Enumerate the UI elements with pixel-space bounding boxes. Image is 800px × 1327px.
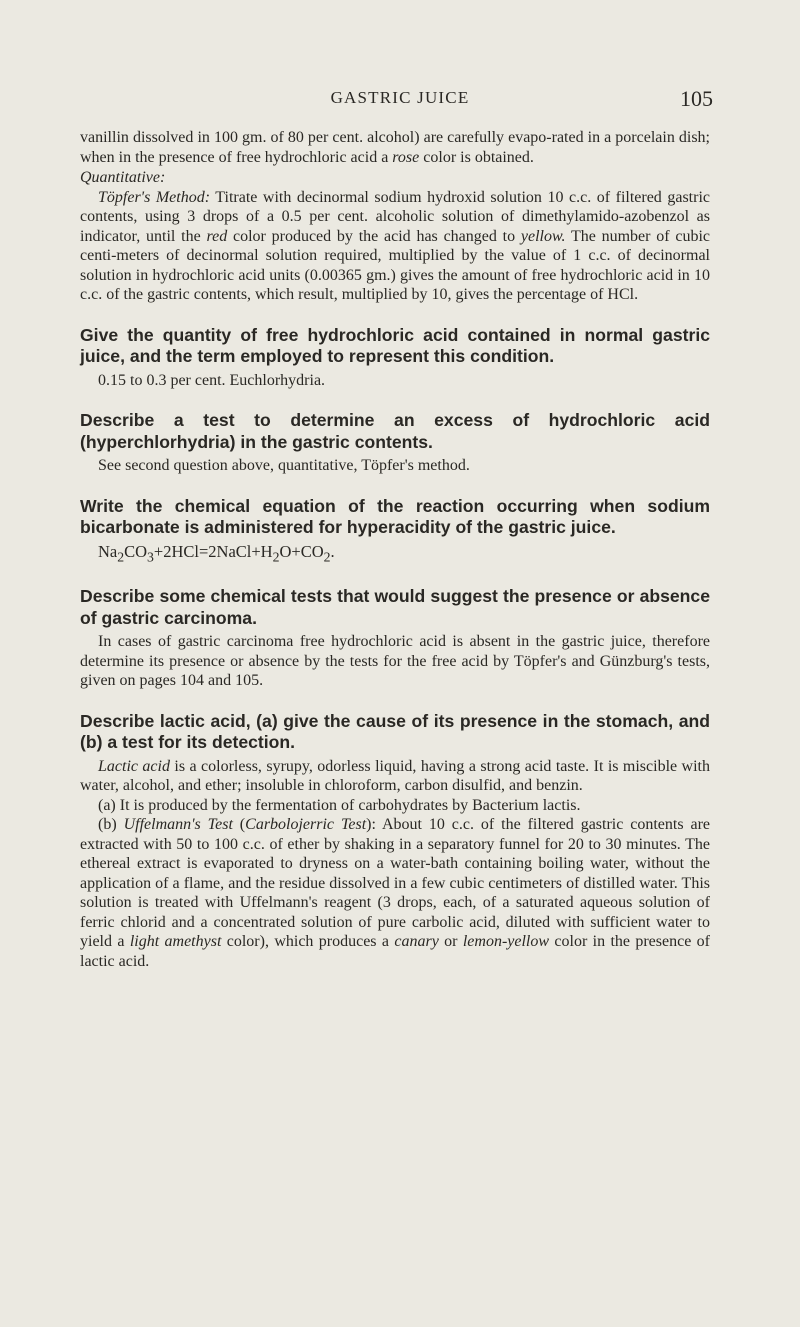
intro-paragraph: vanillin dissolved in 100 gm. of 80 per cent. alcohol) are carefully evapo-rated in a porcelain dish; when in the presence of free hydrochloric acid a rose color is obtained.	[80, 129, 710, 166]
answer-2: See second question above, quantitative, Töpfer's method.	[98, 457, 470, 474]
answer-1: 0.15 to 0.3 per cent. Euchlorhydria.	[98, 371, 326, 389]
topfer-method-paragraph: Töpfer's Method: Titrate with decinormal sodium hydroxid solution 10 c.c. of filtered gastric contents, using 3 drops of a 0.5 per cent. alcoholic solution of dimethylamido-azobenzol as indicator, until the red color produced by the acid has changed to yellow. The number of cubic centi-meters of decinormal solution required, multiplied by the value of 1 c.c. of decinormal solution in hydrochloric acid units (0.00365 gm.) gives the amount of free hydrochloric acid in 10 c.c. of the gastric contents, which result, multiplied by 10, gives the percentage of HCl.	[80, 188, 711, 303]
question-heading-1: Give the quantity of free hydrochloric acid contained in normal gastric juice, and the term employed to represent this condition.	[80, 324, 710, 366]
chemical-equation: $Na_2CO_3+2HCl=2NaCl+H_2O+CO_2$.	[98, 541, 335, 564]
question-heading-3: Write the chemical equation of the reaction occurring when sodium bicarbonate is administered for hyperacidity of the gastric juice.	[80, 495, 710, 537]
question-heading-2: Describe a test to determine an excess of hydrochloric acid (hyperchlorhydria) in the gastric contents.	[80, 410, 710, 452]
answer-4: In cases of gastric carcinoma free hydrochloric acid is absent in the gastric juice, therefore determine its presence or absence by the tests for the free acid by Töpfer's and Günzburg's tests, given on pages 104 and 105.	[80, 633, 710, 690]
part-a-paragraph: (a) It is produced by the fermentation of carbohydrates by Bacterium lactis.	[98, 796, 581, 814]
lactic-acid-paragraph: Lactic acid is a colorless, syrupy, odorless liquid, having a strong acid taste. It is miscible with water, alcohol, and ether; insoluble in chloroform, carbon disulfid, and benzin.	[80, 757, 711, 795]
question-heading-4: Describe some chemical tests that would suggest the presence or absence of gastric carcinoma.	[80, 586, 710, 628]
running-title: GASTRIC JUICE	[330, 88, 470, 107]
question-heading-5: Describe lactic acid, (a) give the cause of its presence in the stomach, and (b) a test for its detection.	[80, 710, 710, 753]
page-number: 105	[680, 86, 713, 111]
body-text	[80, 128, 710, 971]
part-b-paragraph: (b) Uffelmann's Test (Carbolojerric Test): About 10 c.c. of the filtered gastric contents are extracted with 50 to 100 c.c. of ether by shaking in a separatory funnel for 20 to 30 minutes. The ethereal extract is evaporated to dryness on a water-bath containing boiling water, without the application of a flame, and the residue dissolved in a few cubic centimeters of distilled water. This solution is treated with Uffelmann's reagent (3 drops, each, of a saturated aqueous solution of ferric chlorid and a concentrated solution of pure carbolic acid, diluted with sufficient water to yield a light amethyst color), which produces a canary or lemon-yellow color in the presence of lactic acid.	[80, 816, 711, 970]
quantitative-label: Quantitative:	[80, 169, 166, 186]
